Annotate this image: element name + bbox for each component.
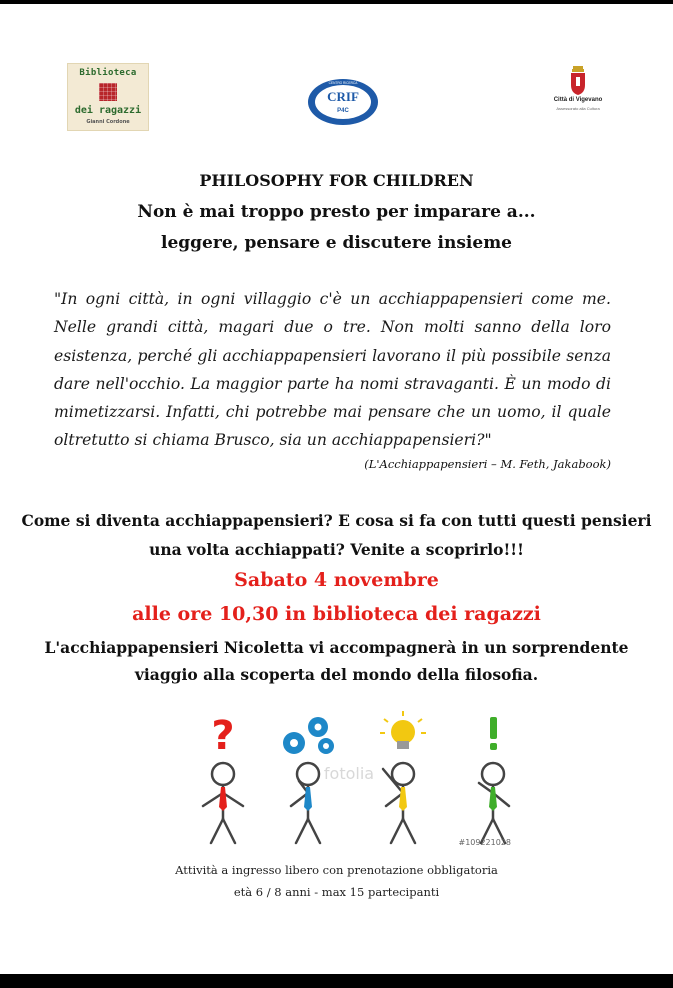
stick-figure-2 — [291, 763, 320, 843]
footer-line1: Attività a ingresso libero con prenotazione obbligatoria — [175, 863, 498, 877]
question-mark-icon: ? — [211, 713, 235, 759]
event-date: Sabato 4 novembre — [234, 569, 439, 591]
question-line1: Come si diventa acchiappapensieri? E cosa si fa con tutti questi pensieri — [21, 511, 652, 530]
crif-ring-text: CENTRO RICERCA — [328, 81, 358, 85]
quote-citation: (L'Acchiappapensieri – M. Feth, Jakabook) — [364, 457, 611, 471]
stick-figure-4 — [479, 763, 509, 843]
crif-logo — [307, 78, 379, 126]
light-bulb-icon — [380, 711, 426, 749]
stick-figure-1 — [203, 763, 243, 843]
library-mosaic-icon — [99, 83, 117, 101]
subtitle-line1: Non è mai troppo presto per imparare a... — [137, 202, 536, 222]
stock-id: #109221028 — [458, 838, 511, 847]
footer-line2: età 6 / 8 anni - max 15 partecipanti — [233, 885, 440, 899]
bottom-bar — [0, 974, 673, 988]
stick-figure-3 — [383, 763, 415, 843]
library-logo-line2: dei ragazzi — [74, 105, 142, 116]
description-line2: viaggio alla scoperta del mondo della filosofia. — [134, 665, 539, 684]
gears-icon — [283, 717, 334, 754]
city-crest-icon — [545, 65, 611, 97]
city-sub: Assessorato alla Cultura — [556, 106, 600, 111]
question-line2: una volta acchiappati? Venite a scoprirlo!!! — [149, 540, 524, 559]
exclamation-mark-icon — [490, 717, 497, 750]
crif-letters: CRIF — [327, 89, 359, 104]
stick-figures-illustration — [181, 707, 511, 853]
top-bar — [0, 0, 673, 4]
library-logo-line1: Biblioteca — [79, 68, 137, 78]
watermark: fotolia — [323, 764, 375, 783]
quote-text: "In ogni città, in ogni villaggio c'è un acchiappapensieri come me. Nelle grandi città, magari due o tre. Non molti sanno della loro esistenza, perché gli acchiappapensieri lavorano il più possibile senza dare nell'occhio. La maggior parte ha nomi stravaganti. È un modo di mimetizzarsi. Infatti, chi potrebbe mai pensare che un uomo, il quale oltretutto si chiama Brusco, sia un acchiappapensieri?" — [54, 290, 611, 450]
description-line1: L'acchiappapensieri Nicoletta vi accompagnerà in un sorprendente — [44, 638, 629, 657]
subtitle-line2: leggere, pensare e discutere insieme — [161, 233, 512, 253]
crif-sub: P4C — [337, 108, 349, 114]
city-logo — [545, 65, 611, 127]
event-time-place: alle ore 10,30 in biblioteca dei ragazzi — [132, 603, 541, 625]
library-logo-line3: Gianni Cordone — [86, 119, 130, 125]
library-logo — [67, 63, 149, 131]
page-title: PHILOSOPHY FOR CHILDREN — [199, 171, 474, 190]
city-name: Città di Vigevano — [553, 97, 603, 103]
